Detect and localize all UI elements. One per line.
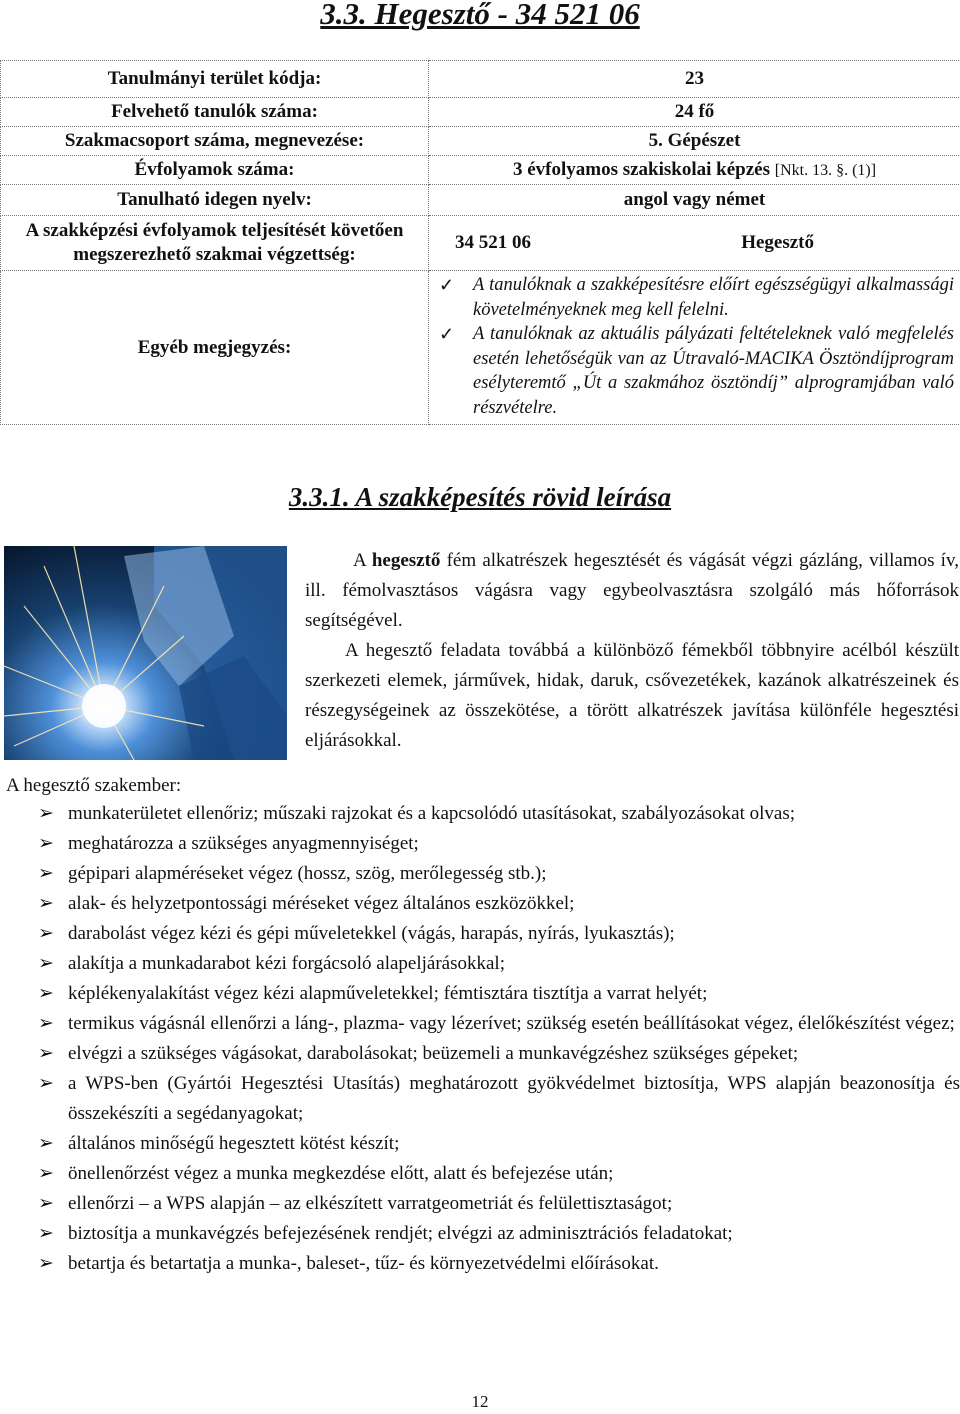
info-label: Szakmacsoport száma, megnevezése: — [1, 127, 429, 156]
welding-illustration — [4, 546, 287, 760]
info-row-notes — [1, 271, 960, 425]
arrow-bullet-icon: ➢ — [38, 1133, 54, 1154]
list-item: ➢ önellenőrzést végez a munka megkezdése előtt, alatt és befejezése után; — [38, 1159, 960, 1189]
qualification-name: Hegesztő — [741, 232, 814, 253]
info-value: 3 évfolyamos szakiskolai képzés — [512, 158, 770, 180]
list-item: ➢ darabolást végez kézi és gépi műveletekkel (vágás, harapás, nyírás, lyukasztás); — [38, 919, 960, 949]
arrow-bullet-icon: ➢ — [38, 1163, 54, 1184]
check-icon: ✓ — [439, 324, 455, 344]
list-item: ➢ ellenőrzi – a WPS alapján – az elkészített varratgeometriát és felülettisztaságot; — [38, 1189, 960, 1219]
bold-term: hegesztő — [371, 550, 441, 571]
tasks-label: A hegesztő szakember: — [6, 775, 182, 796]
list-item: ➢ gépipari alapméréseket végez (hossz, szög, merőlegesség stb.); — [38, 859, 960, 889]
list-item: ➢ termikus vágásnál ellenőrzi a láng-, plazma- vagy lézerívet; szükség esetén beállításokat végez, élelőkészítést végez; — [38, 1009, 960, 1039]
arrow-bullet-icon: ➢ — [38, 923, 54, 944]
info-row-years — [1, 156, 960, 185]
arrow-bullet-icon: ➢ — [38, 1223, 54, 1244]
list-item: ✓ A tanulóknak a szakképesítésre előírt egészségügyi alkalmassági követelményeknek meg kell felelni. — [439, 275, 954, 320]
arrow-bullet-icon: ➢ — [38, 803, 54, 824]
info-value: 24 fő — [429, 98, 960, 127]
arrow-bullet-icon: ➢ — [38, 833, 54, 854]
info-value-note: [Nkt. 13. §. (1)] — [774, 161, 877, 179]
info-label: Tanulmányi terület kódja: — [1, 61, 429, 98]
info-value: 5. Gépészet — [429, 127, 960, 156]
list-item: ➢ biztosítja a munkavégzés befejezésének rendjét; elvégzi az adminisztrációs feladatokat; — [38, 1219, 960, 1249]
list-item: ➢ meghatározza a szükséges anyagmennyiséget; — [38, 829, 960, 859]
info-label: Egyéb megjegyzés: — [1, 271, 429, 425]
list-item: ✓ A tanulóknak az aktuális pályázati feltételeknek való megfelelés esetén lehetőségük van az Útravaló-MACIKA Ösztöndíjprogram esélyteremtő „Út a szakmához ösztöndíj” alprogramjában való részvételre. — [439, 324, 954, 418]
info-row-language — [1, 185, 960, 216]
arrow-bullet-icon: ➢ — [38, 953, 54, 974]
list-item: ➢ munkaterületet ellenőriz; műszaki rajzokat és a kapcsolódó utasításokat, szabályozásokat olvas; — [38, 799, 960, 829]
info-row-area-code — [1, 61, 960, 98]
arrow-bullet-icon: ➢ — [38, 983, 54, 1004]
list-item: ➢ elvégzi a szükséges vágásokat, darabolásokat; beüzemeli a munkavégzéshez szükséges gépeket; — [38, 1039, 960, 1069]
welder-photo — [4, 546, 287, 760]
arrow-bullet-icon: ➢ — [38, 863, 54, 884]
description-paragraph: A hegesztő fém alkatrészek hegesztését és vágását végzi gázláng, villamos ív, ill. fémolvasztásos vágásra vagy egybeolvasztásra szolgáló más hőforrások segítségével. — [305, 550, 959, 631]
info-value: angol vagy német — [429, 185, 960, 216]
list-item: ➢ alakítja a munkadarabot kézi forgácsoló alapeljárásokkal; — [38, 949, 960, 979]
info-label: A szakképzési évfolyamok teljesítését követően megszerezhető szakmai végzettség: — [1, 216, 429, 271]
info-value: 23 — [429, 61, 960, 98]
info-label: Évfolyamok száma: — [1, 156, 429, 185]
check-icon: ✓ — [439, 275, 455, 295]
info-row-group — [1, 127, 960, 156]
description-paragraph: A hegesztő feladata továbbá a különböző fémekből többnyire acélból készült szerkezeti elemek, járművek, hidak, daruk, csővezetékek, kazánok alkatrészeinek és részegységeinek az összekötése, a törött alkatrészek javítása különféle hegesztési eljárásokkal. — [305, 640, 959, 751]
page-number: 12 — [471, 1392, 489, 1411]
description — [305, 546, 959, 756]
arrow-bullet-icon: ➢ — [38, 1043, 54, 1064]
tasks-list — [38, 799, 960, 1279]
list-item: ➢ képlékenyalakítást végez kézi alapműveletekkel; fémtisztára tisztítja a varrat helyét; — [38, 979, 960, 1009]
list-item: ➢ alak- és helyzetpontossági méréseket végez általános eszközökkel; — [38, 889, 960, 919]
qualification-code: 34 521 06 — [455, 232, 531, 253]
page-heading: 3.3. Hegesztő - 34 521 06 — [320, 0, 640, 31]
arrow-bullet-icon: ➢ — [38, 1253, 54, 1274]
arrow-bullet-icon: ➢ — [38, 893, 54, 914]
info-table — [0, 60, 960, 425]
list-item: ➢ a WPS-ben (Gyártói Hegesztési Utasítás) meghatározott gyökvédelmet biztosítja, WPS alapján beazonosítja és összekészíti a segédanyagokat; — [38, 1069, 960, 1129]
arrow-bullet-icon: ➢ — [38, 1013, 54, 1034]
info-row-qualification — [1, 216, 960, 271]
list-item: ➢ általános minőségű hegesztett kötést készít; — [38, 1129, 960, 1159]
arrow-bullet-icon: ➢ — [38, 1073, 54, 1094]
arrow-bullet-icon: ➢ — [38, 1193, 54, 1214]
info-label: Tanulható idegen nyelv: — [1, 185, 429, 216]
info-row-students — [1, 98, 960, 127]
notes-cell — [429, 271, 960, 425]
list-item: ➢ betartja és betartatja a munka-, baleset-, tűz- és környezetvédelmi előírásokat. — [38, 1249, 960, 1279]
info-label: Felvehető tanulók száma: — [1, 98, 429, 127]
notes-list — [435, 273, 954, 420]
qualification-cell — [429, 216, 960, 271]
info-value-cell — [429, 156, 960, 185]
section-title: 3.3.1. A szakképesítés rövid leírása — [288, 482, 672, 512]
